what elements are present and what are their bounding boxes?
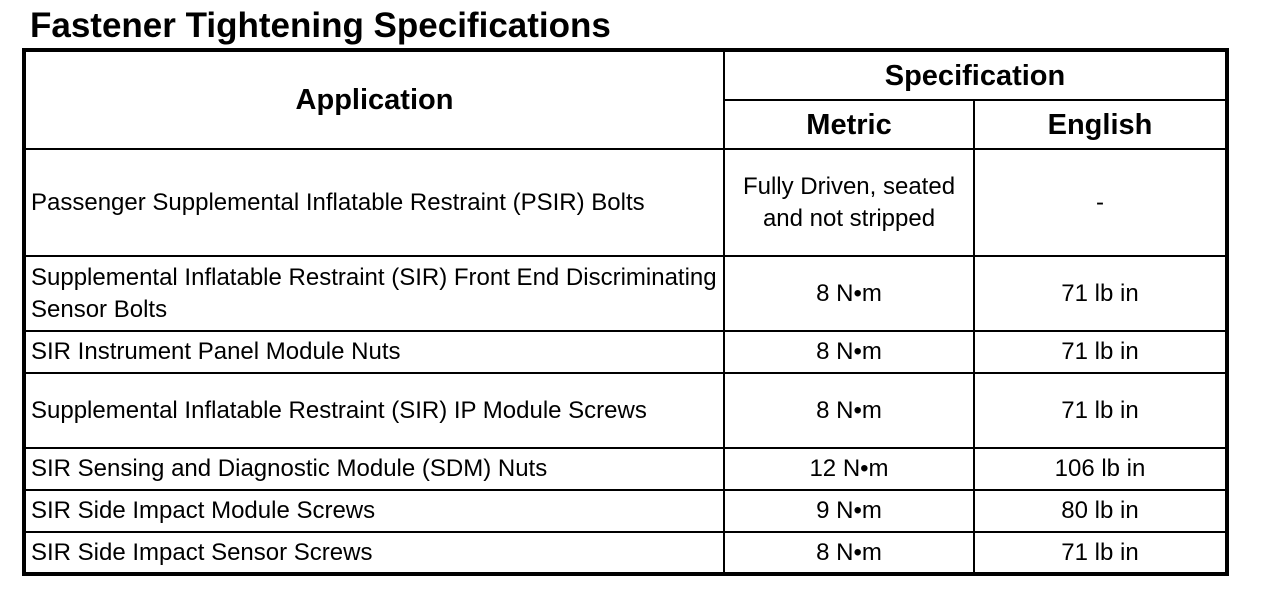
table-row — [24, 373, 1227, 448]
metric-cell: 8 N•m — [724, 373, 974, 448]
metric-cell: 8 N•m — [724, 331, 974, 373]
header-metric: Metric — [724, 100, 974, 149]
application-cell: SIR Sensing and Diagnostic Module (SDM) Nuts — [24, 448, 724, 490]
english-cell: 80 lb in — [974, 490, 1227, 532]
table-row — [24, 331, 1227, 373]
header-specification: Specification — [724, 50, 1227, 100]
table-row — [24, 256, 1227, 331]
metric-cell: 8 N•m — [724, 256, 974, 331]
english-cell: - — [974, 149, 1227, 256]
table-row — [24, 532, 1227, 574]
table-body — [24, 149, 1227, 574]
english-cell: 106 lb in — [974, 448, 1227, 490]
table-row — [24, 490, 1227, 532]
metric-cell: 8 N•m — [724, 532, 974, 574]
table-row — [24, 149, 1227, 256]
application-cell: Supplemental Inflatable Restraint (SIR) IP Module Screws — [24, 373, 724, 448]
metric-cell: 12 N•m — [724, 448, 974, 490]
table-row — [24, 448, 1227, 490]
application-cell: SIR Side Impact Sensor Screws — [24, 532, 724, 574]
application-cell: Supplemental Inflatable Restraint (SIR) Front End Discriminating Sensor Bolts — [24, 256, 724, 331]
metric-cell: Fully Driven, seated and not stripped — [724, 149, 974, 256]
english-cell: 71 lb in — [974, 373, 1227, 448]
page-title: Fastener Tightening Specifications — [30, 6, 611, 45]
table-header — [24, 50, 1227, 149]
english-cell: 71 lb in — [974, 256, 1227, 331]
header-english: English — [974, 100, 1227, 149]
header-row-top — [24, 50, 1227, 100]
english-cell: 71 lb in — [974, 532, 1227, 574]
english-cell: 71 lb in — [974, 331, 1227, 373]
header-application: Application — [24, 50, 724, 149]
application-cell: Passenger Supplemental Inflatable Restraint (PSIR) Bolts — [24, 149, 724, 256]
metric-cell: 9 N•m — [724, 490, 974, 532]
application-cell: SIR Instrument Panel Module Nuts — [24, 331, 724, 373]
application-cell: SIR Side Impact Module Screws — [24, 490, 724, 532]
specifications-table — [22, 48, 1229, 576]
